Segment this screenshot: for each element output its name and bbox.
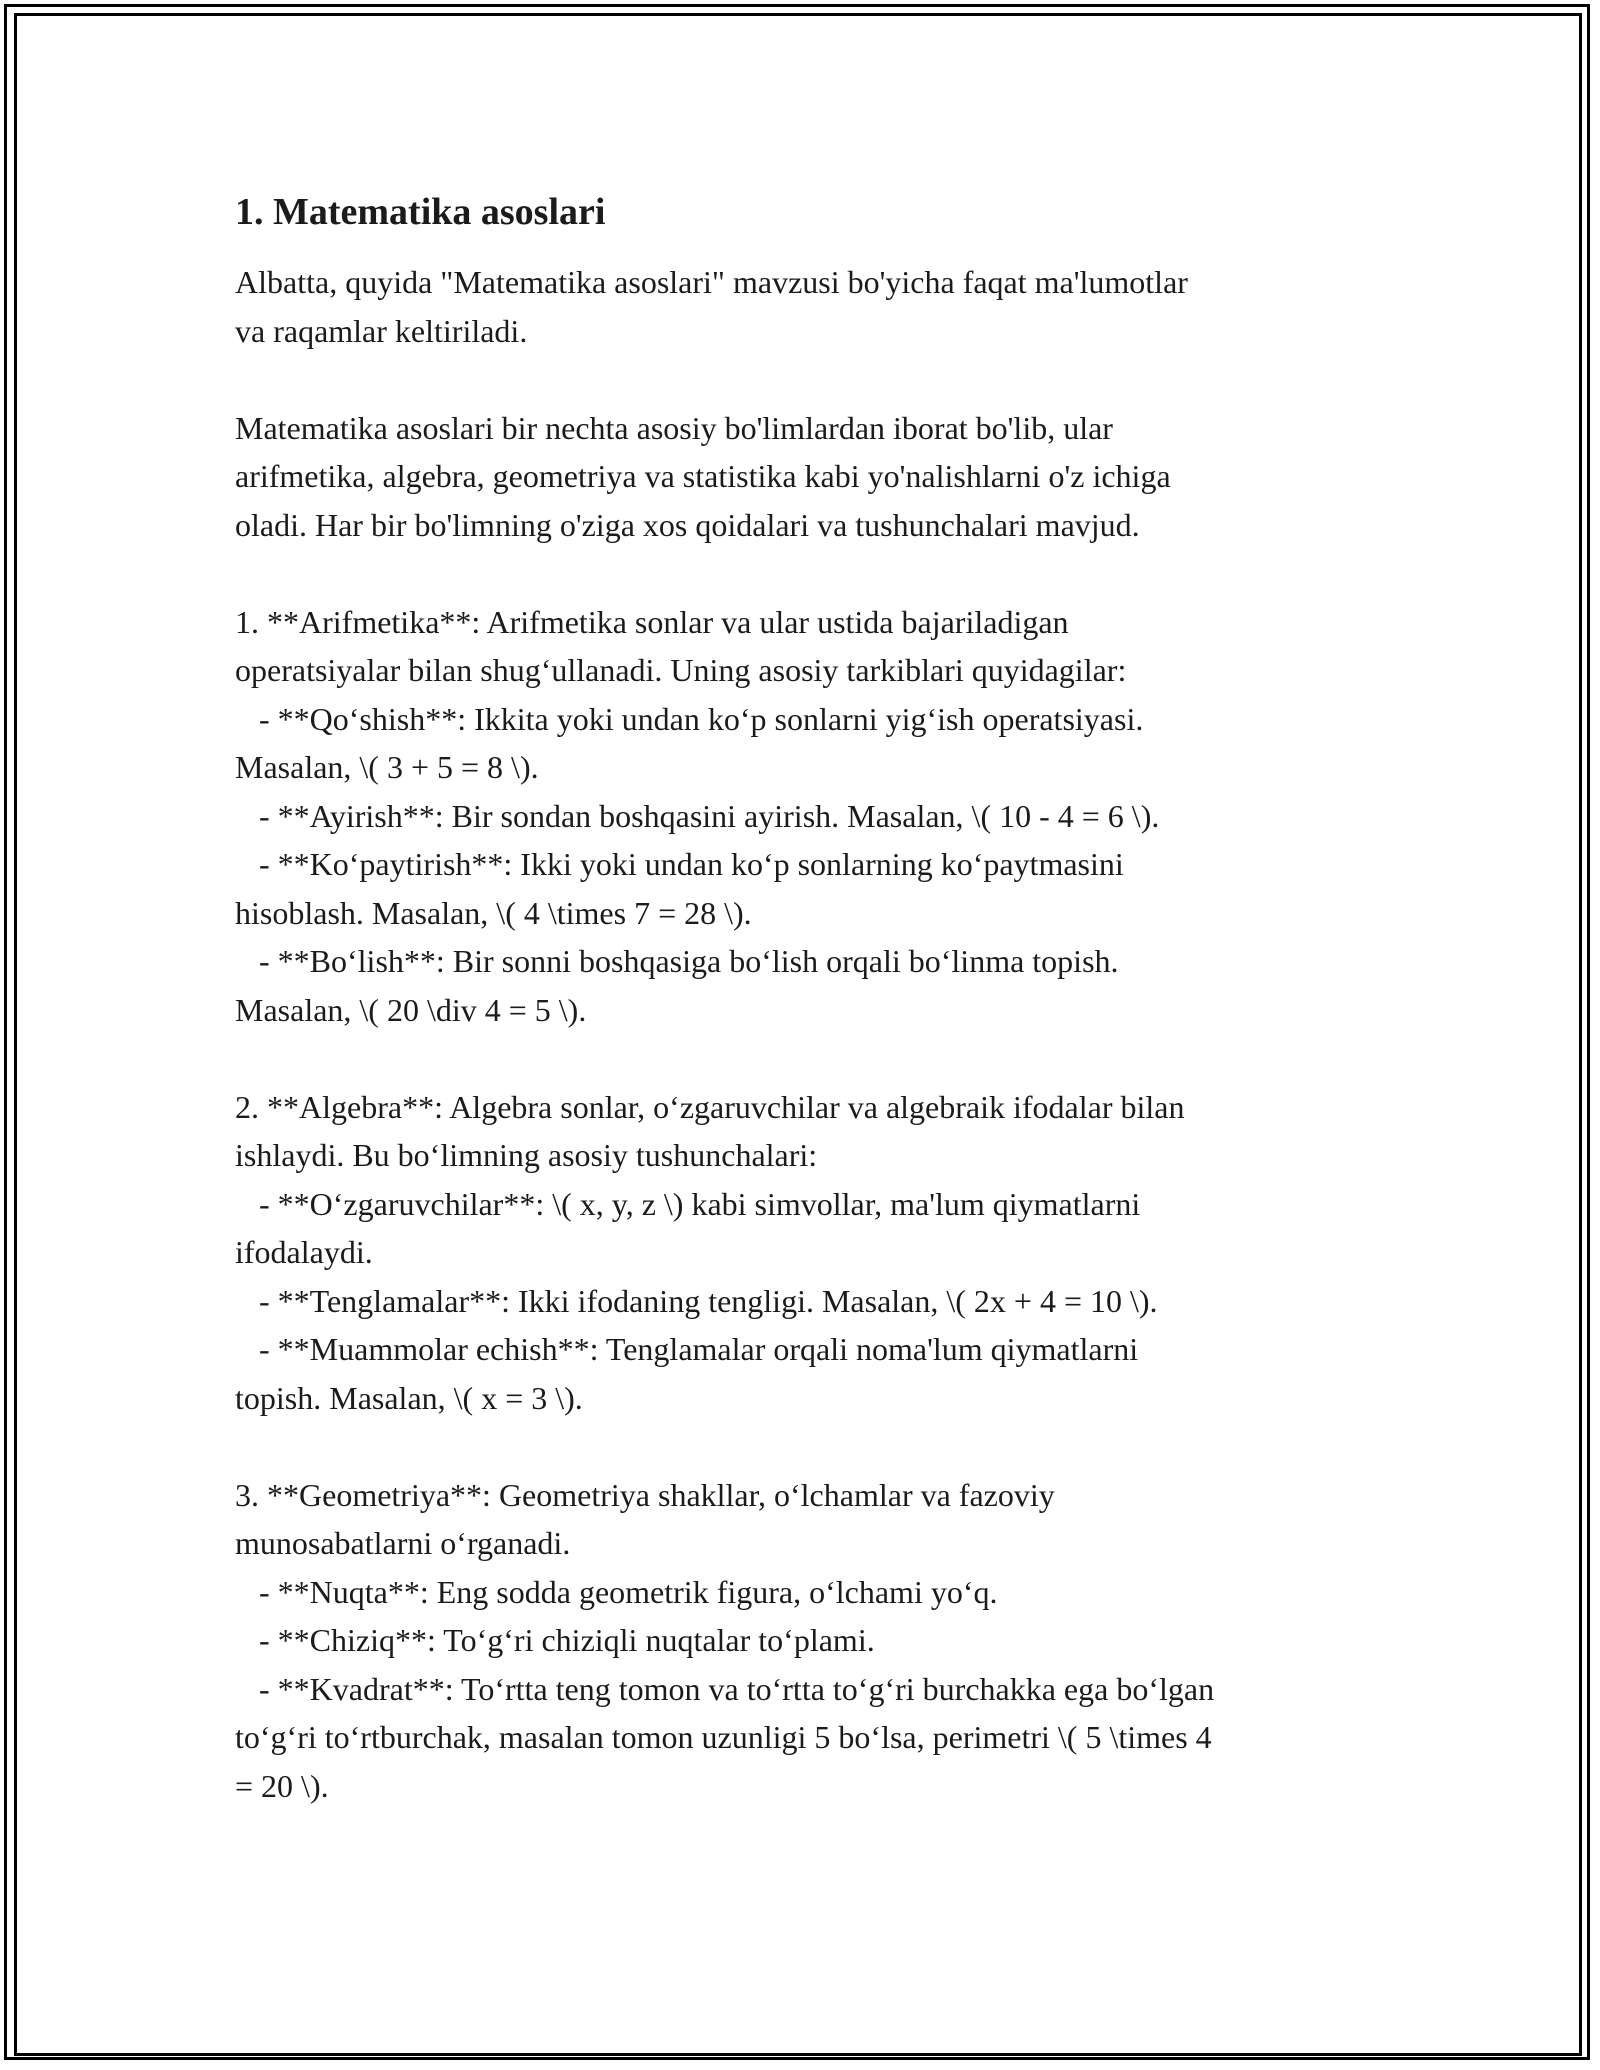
text-line: arifmetika, algebra, geometriya va statistika kabi yo'nalishlarni o'z ichiga (235, 458, 1171, 494)
document-text (235, 258, 1365, 1810)
text-line: - **Muammolar echish**: Tenglamalar orqali noma'lum qiymatlarni (235, 1331, 1139, 1367)
text-line: - **Tenglamalar**: Ikki ifodaning tengligi. Masalan, \( 2x + 4 = 10 \). (235, 1282, 1158, 1319)
text-line: Masalan, \( 20 \div 4 = 5 \). (235, 991, 587, 1028)
text-line: Matematika asoslari bir nechta asosiy bo'limlardan iborat bo'lib, ular (235, 409, 1113, 446)
blank-line (235, 1034, 1365, 1083)
text-line: - **Chiziq**: To‘g‘ri chiziqli nuqtalar to‘plami. (235, 1622, 875, 1658)
text-line: - **Nuqta**: Eng sodda geometrik figura, o‘lchami yo‘q. (235, 1573, 998, 1610)
text-line: ifodalaydi. (235, 1234, 373, 1270)
text-line: hisoblash. Masalan, \( 4 \times 7 = 28 \). (235, 894, 752, 931)
blank-line (235, 1422, 1365, 1471)
text-line: - **Kvadrat**: To‘rtta teng tomon va to‘rtta to‘g‘ri burchakka ega bo‘lgan (235, 1670, 1215, 1707)
text-line: oladi. Har bir bo'limning o'ziga xos qoidalari va tushunchalari mavjud. (235, 506, 1140, 543)
text-line: ishlaydi. Bu bo‘limning asosiy tushunchalari: (235, 1137, 818, 1173)
text-line: - **O‘zgaruvchilar**: \( x, y, z \) kabi simvollar, ma'lum qiymatlarni (235, 1185, 1141, 1222)
text-line: 3. **Geometriya**: Geometriya shakllar, o‘lchamlar va fazoviy (235, 1476, 1055, 1513)
document-title: 1. Matematika asoslari (235, 191, 606, 233)
text-line: - **Ayirish**: Bir sondan boshqasini ayirish. Masalan, \( 10 - 4 = 6 \). (235, 797, 1160, 834)
text-line: = 20 \). (235, 1767, 329, 1804)
blank-line (235, 549, 1365, 598)
text-line: Albatta, quyida "Matematika asoslari" mavzusi bo'yicha faqat ma'lumotlar (235, 264, 1188, 300)
document-body (235, 186, 1365, 1810)
text-line: 1. **Arifmetika**: Arifmetika sonlar va ular ustida bajariladigan (235, 603, 1069, 640)
text-line: munosabatlarni o‘rganadi. (235, 1525, 571, 1561)
text-line: - **Qo‘shish**: Ikkita yoki undan ko‘p sonlarni yig‘ish operatsiyasi. (235, 700, 1144, 737)
text-line: topish. Masalan, \( x = 3 \). (235, 1379, 583, 1416)
blank-line (235, 355, 1365, 404)
text-line: va raqamlar keltiriladi. (235, 312, 528, 349)
text-line: - **Ko‘paytirish**: Ikki yoki undan ko‘p sonlarning ko‘paytmasini (235, 846, 1124, 882)
text-line: Masalan, \( 3 + 5 = 8 \). (235, 749, 539, 785)
text-line: operatsiyalar bilan shug‘ullanadi. Uning asosiy tarkiblari quyidagilar: (235, 652, 1127, 688)
text-line: - **Bo‘lish**: Bir sonni boshqasiga bo‘lish orqali bo‘linma topish. (235, 943, 1119, 979)
text-line: to‘g‘ri to‘rtburchak, masalan tomon uzunligi 5 bo‘lsa, perimetri \( 5 \times 4 (235, 1719, 1212, 1755)
text-line: 2. **Algebra**: Algebra sonlar, o‘zgaruvchilar va algebraik ifodalar bilan (235, 1088, 1185, 1125)
